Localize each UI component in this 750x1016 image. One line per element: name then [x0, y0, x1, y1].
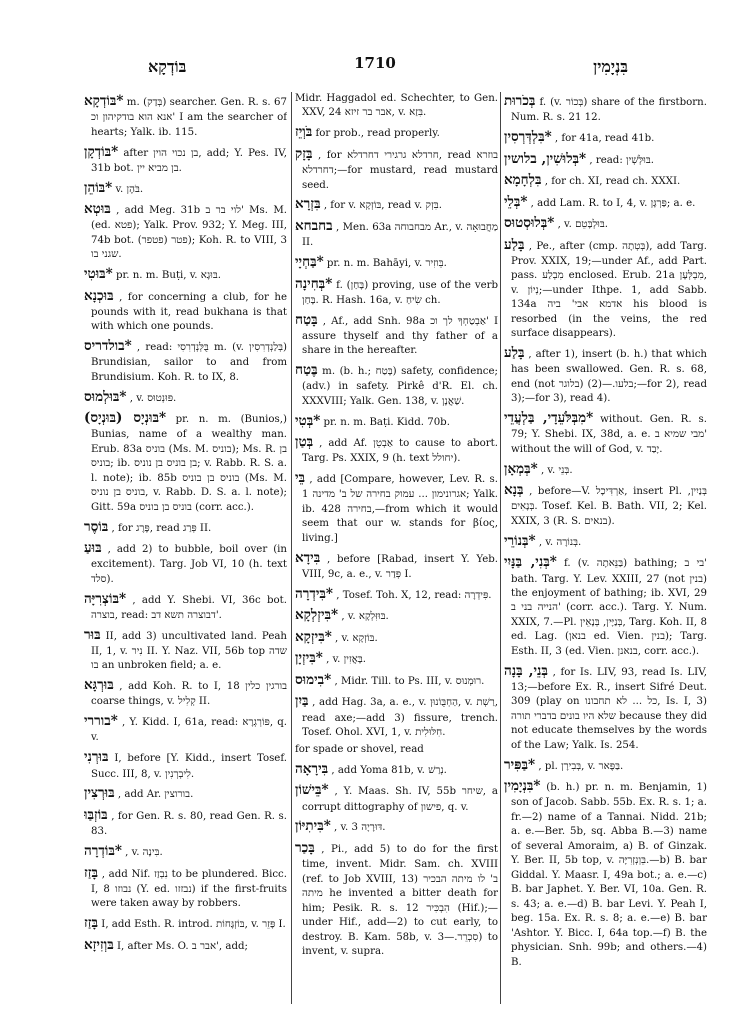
- entry-text: for prob., read properly.: [315, 128, 440, 140]
- entry-headword: *בְּנִי, בַּנָּיִי: [504, 554, 557, 571]
- column-divider-1: [291, 92, 292, 1004]
- entry-headword: בּוּרְגָּא: [84, 677, 114, 694]
- dictionary-entry: [504, 460, 707, 479]
- dictionary-entry: [504, 777, 707, 970]
- dictionary-entry: [295, 311, 498, 359]
- dictionary-entry: [84, 864, 287, 912]
- entry-text: v. בֹּהֶן.: [115, 183, 144, 195]
- column-right: [504, 92, 707, 1008]
- entry-headword: *בולדריס: [84, 338, 132, 355]
- entry-headword: בָּלַע: [504, 236, 525, 253]
- dictionary-entry: [84, 590, 287, 624]
- dictionary-entry: [84, 626, 287, 674]
- dictionary-entry: [295, 692, 498, 740]
- dictionary-entry: [295, 671, 498, 690]
- entry-text: , add Lam. R. to I, 4, v. פַּרְגָּן; a. e.: [530, 197, 696, 209]
- dictionary-entry: [295, 275, 498, 309]
- dictionary-entry: [84, 936, 287, 955]
- dictionary-entry: [504, 344, 707, 407]
- entry-text: , add 2) to bubble, boil over (in excitement). Targ. Job VI, 10 (h. text סלד).: [91, 544, 287, 585]
- entry-text: , Pi., add 5) to do for the first time, invent. Midr. Sam. ch. XVIII (ref. to Job XVIII, 13) ב' לו מיתה הבכיר מיתה he invented a bitter death for him; Pesik. R. s. 12 הִבְכִּיר (Hif.);—under Hif., add—2) to cut early, to destroy. B. Kam. 58b, v. סִכְרֵר.—3) to invent, v. supra.: [302, 843, 498, 958]
- entry-text: Midr. Haggadol ed. Schechter, to Gen. XXV, 24 אבר בר זיזא, v. בִּזַא.: [295, 93, 498, 119]
- entry-text: , after 1), insert (b. h.) that which has been swallowed. Gen. R. s. 68, end (not בלוגר) בלעו.—(2);—for 2), read 3);—for 3), read 4).: [511, 349, 707, 405]
- dictionary-entry: [504, 128, 707, 147]
- entry-headword: בֶּטַח: [295, 362, 318, 379]
- entry-headword: *בּוּלְמוּס: [84, 388, 127, 405]
- dictionary-entry: [84, 337, 287, 385]
- entry-headword: *בוררי: [84, 713, 118, 730]
- entry-headword: בְּנֵי, בָּנָה: [504, 662, 548, 679]
- entry-headword: בּוּכְנָא: [84, 287, 114, 304]
- entry-headword: *בִּנְיָמִין: [504, 778, 541, 795]
- entry-text: , add Af. אַבְטֵן to cause to abort. Targ. Ps. XXIX, 9 (h. text יחולל).: [302, 438, 498, 465]
- entry-headword: בְּטַן: [295, 434, 314, 451]
- entry-text: , v. בּוּלְבָּטֵם.: [557, 219, 609, 231]
- entry-headword: בּוֹסֶר: [84, 518, 109, 535]
- entry-text: I, before [Y. Kidd., insert Tosef. Succ. III, 8, v. לִיבְרְנִין.: [91, 753, 287, 780]
- dictionary-entry: [84, 806, 287, 840]
- entry-text: , add Y. Shebi. VI, 36c bot. בוצרה, read: דבוצרה תשא דב'.: [91, 594, 287, 621]
- entry-headword: בְּנָא: [504, 482, 524, 499]
- entry-text: , v. בְּנוֹרָה.: [538, 536, 582, 548]
- entry-text: , add Meg. 31b לוי בר ב' Ms. M. (ed. פטא); Yalk. Prov. 932; Y. Meg. III, 74b bot. (פטפר) פטר); Koh. R. to VIII, 3 שגני בו.: [91, 205, 287, 261]
- entry-text: , Y. Maas. Sh. IV, 55b שיחר, a corrupt dittography of פישון, q. v.: [302, 786, 498, 813]
- entry-text: , pl. בְּבִירָן, v. בַּפֶּאר.: [538, 760, 624, 772]
- entry-headword: בַּיִן: [295, 693, 309, 710]
- entry-text: for spade or shovel, read: [295, 743, 424, 755]
- dictionary-entry: [295, 412, 498, 431]
- dictionary-entry: [504, 193, 707, 212]
- entry-text: , before—V. אַרְדִּיכָל, insert Pl. בְּנַיִין, בְּנָאִים. Tosef. Kel. B. Bath. VII, 2; Kel. XXIX, 3 (R. S. בנאים).: [511, 486, 707, 527]
- entry-headword: *בִּלְדְּרְסִין: [504, 129, 552, 146]
- dictionary-entry: [504, 171, 707, 190]
- dictionary-entry: [295, 92, 498, 121]
- entry-text: , Y. Kidd. I, 61a, read: פּוֹרְגְרָא, q. v.: [91, 717, 287, 744]
- dictionary-entry: [84, 712, 287, 746]
- dictionary-entry: [504, 756, 707, 775]
- dictionary-entry: [295, 628, 498, 647]
- entry-text: f. (v. בְּכוֹר) share of the firstborn. Num. R. s. 21 12.: [511, 97, 707, 124]
- entry-text: , v. דּוּרָיָה 3.: [334, 822, 386, 834]
- entry-headword: *בְּלוּשִׁין, בלושין: [504, 150, 587, 167]
- entry-headword: *בְּטִי: [295, 412, 321, 429]
- entry-headword: *בּוֹדְרָה: [84, 842, 122, 859]
- entry-headword: בָּלַע: [504, 345, 525, 362]
- entry-headword: בָּזַז: [84, 864, 99, 881]
- dictionary-entry: [295, 649, 498, 668]
- header-catchword-left: בּוֹדְקָא: [148, 57, 187, 76]
- dictionary-entry: [295, 760, 498, 779]
- dictionary-entry: [84, 265, 287, 284]
- entry-headword: בֹּוְיֵז: [295, 124, 313, 141]
- entry-text: I, after Ms. O. אבר ב', add;: [116, 940, 248, 952]
- entry-text: f. (v. בַּנֵּאתָה) bathing; בי ב' bath. Targ. Y. Lev. XXIII, 27 (not בנין) the enjoyment of bathing; ib. XVI, 29 הנייה בני ב' (corr. acc.). Targ. Y. Num. XXIX, 7.—Pl. בְּנַיָּין, בְּנָאֵין, Targ. Koh. II, 8 ed. Lag. (בנאן ed. Vien. בנין); Targ. Esth. II, 3 (ed. Vien. בנאנן, corr. acc.).: [511, 558, 707, 657]
- dictionary-entry: [504, 553, 707, 659]
- dictionary-entry: [295, 606, 498, 625]
- entry-text: , before [Rabad, insert Y. Yeb. VIII, 9c, a. e., v. פְּדַר I.: [302, 553, 498, 580]
- entry-text: , for פֶּרֶג, read פְּרַג II.: [111, 522, 212, 534]
- entry-text: , v. בְּנֵי.: [540, 464, 573, 476]
- entry-text: I, add Esth. R. introd. בּוֹזְגָּחוֹת, v. פָּזֵר I.: [101, 919, 286, 931]
- entry-headword: *בּוּטִי: [84, 266, 113, 283]
- entry-text: , for ch. XI, read ch. XXXI.: [544, 176, 681, 188]
- dictionary-entry: [84, 842, 287, 861]
- entry-text: , for concerning a club, for he pounds with it, read bukhana is that with which one pounds.: [91, 291, 287, 333]
- dictionary-entry: [84, 409, 287, 515]
- entry-headword: *בְּלוּסְטוּס: [504, 215, 555, 232]
- dictionary-entry: [295, 433, 498, 467]
- entry-text: , Pe., after (cmp. בְּטְתָה), add Targ. Prov. XXIX, 19;—under Af., add Part. pass. מִבְלַע enclosed. Erub. 21a מִבְלְּעָן, v. נְיוֹן;—under Ithpe. 1, add Sabb. 134a אדמא אבי' ביה his blood is resorbed (in the veins, the red surface disappears).: [511, 240, 707, 340]
- entry-text: , for 41a, read 41b.: [554, 133, 655, 145]
- entry-text: m. (b. h.; בָּטַח) safety, confidence; (adv.) in safety. Pirkê d'R. El. ch. XXXVIII; Yalk. Gen. 138, v. שַׁאֲנָן.: [302, 366, 498, 407]
- entry-text: pr. n. m. (Bunios,) Bunias, name of a wealthy man. Erub. 83a בוניס (Ms. M. בוניס); Ms. R. בן בוניס; ib. בן בוניס בן נוניס; v. Rabb. R. S. a. l. note); ib. 85b בוניס בן בוניס (Ms. M. בוניס בן נוניס, v. Rabb. D. S. a. l. note); Gitt. 59a בוניס בן בוניס (corr. acc.).: [91, 414, 287, 513]
- dictionary-entry: [84, 784, 287, 803]
- dictionary-entry: [295, 361, 498, 409]
- dictionary-entry: [295, 585, 498, 604]
- entry-headword: *בּוֹהֵן: [84, 179, 113, 196]
- entry-headword: בּוּרְצִין: [84, 785, 115, 802]
- dictionary-entry: [295, 217, 498, 251]
- dictionary-entry: [504, 662, 707, 754]
- dictionary-entry: [84, 748, 287, 782]
- column-divider-2: [500, 92, 501, 1004]
- entry-text: , v. בָּאֲזִין.: [326, 654, 366, 666]
- entry-text: , add Hag. 3a, a. e., v. הַחְבֻּוֹנוּן, v. רַשְׁת, read axe;—add 3) fissure, trench. Tosef. Ohol. XVI, 1, v. חִלּוּלִית.: [302, 697, 498, 739]
- entry-text: , read: בֻּלְּנְדְרִסִי m. (v. בְּלַנְדְרִסִין) Brundisian, sailor to and from Brundisium. Koh. R. to IX, 8.: [91, 342, 287, 383]
- header-catchword-right: בִּנְיָמִין: [593, 57, 628, 76]
- entry-text: without. Gen. R. s. 79; Y. Shebi. IX, 38d, a. e. מבי שמיא ב' without the will of God, v. יָבַד.: [511, 414, 707, 455]
- entry-text: , add Yoma 81b, v. נְרַשׁ.: [331, 764, 447, 776]
- dictionary-entry: [295, 549, 498, 583]
- page-number: 1710: [354, 54, 396, 72]
- entry-text: after בן נכוי הוין, add; Y. Pes. IV, 31b bot. בן מביא יין.: [91, 147, 287, 174]
- entry-headword: *בִּידְרָה: [295, 585, 333, 602]
- entry-headword: בּוְזִיזָא: [84, 936, 114, 953]
- entry-text: , read: בּוּלְּשְׁין.: [589, 154, 655, 166]
- dictionary-entry: [295, 839, 498, 960]
- entry-text: , Midr. Till. to Ps. III, v. רוּמְנוּס.: [334, 675, 485, 687]
- dictionary-entry: [504, 236, 707, 342]
- entry-text: , add Ar. בורוצין.: [117, 789, 194, 801]
- entry-headword: בּוּר: [84, 626, 101, 643]
- entry-text: pr. n. m. Baṭi. Kidd. 70b.: [323, 416, 450, 428]
- entry-text: , v. פּוּנְטוּס.: [129, 392, 177, 404]
- entry-text: , v. בִּינָה.: [125, 846, 163, 858]
- dictionary-entry: [295, 781, 498, 815]
- entry-headword: *בִּיזְיָן: [295, 650, 323, 667]
- dictionary-entry: [295, 145, 498, 193]
- dictionary-entry: [504, 214, 707, 233]
- entry-headword: *בִּיזְקָא: [295, 628, 332, 645]
- dictionary-entry: [84, 539, 287, 587]
- entry-headword: *בּוֹדְקָן: [84, 143, 119, 160]
- entry-headword: *בִּיתִיּוֹן: [295, 818, 331, 835]
- dictionary-entry: [84, 287, 287, 335]
- entry-text: , Af., add Snh. 98a אַבְטַחְךָ לך וכ' I assure thyself and thy father of a share in the hereafter.: [302, 315, 498, 357]
- dictionary-entry: [84, 388, 287, 407]
- dictionary-entry: [84, 518, 287, 537]
- entry-headword: בִּזְרָא: [295, 196, 321, 213]
- entry-text: pr. n. m. Buṭi, v. בּוּגָא.: [115, 270, 222, 282]
- dictionary-entry: [295, 123, 498, 142]
- dictionary-entry: [295, 195, 498, 214]
- entry-headword: בִּלְחָמָא: [504, 172, 542, 189]
- entry-headword: *בֵּישׁוֹן: [295, 782, 329, 799]
- dictionary-entry: [84, 92, 287, 140]
- entry-headword: בּוֹזְבַּוּ: [84, 806, 108, 823]
- entry-text: , add [Compare, however, Lev. R. s. 1 אגרונימון ... עמוק בחירה של ב' מדינה; Yalk. ib. 428 בחירה,—from which it would seem that our w. stands for βίος, living.]: [302, 474, 498, 544]
- entry-headword: *בְּחִינָה: [295, 275, 333, 292]
- entry-headword: *בּוּנְיָס (בּוּנְיָס): [84, 410, 167, 427]
- dictionary-entry: [84, 200, 287, 263]
- column-left: [84, 92, 287, 1008]
- entry-headword: בּוּרְנִי: [84, 749, 109, 766]
- entry-text: , for Is. LIV, 93, read Is. LIV, 13;—before Ex. R., insert Sifré Deut. 309 (play on כל ... לא תחבונו, Is. I, 3) שלא היו בונים בדברי תורה because they did not educate themselves by the words of the Law; Yalk. Is. 254.: [511, 666, 707, 751]
- entry-text: , v. בּוֹזְקָא.: [335, 632, 378, 644]
- dictionary-entry: [84, 179, 287, 198]
- entry-headword: *בַּחְיָי: [295, 254, 324, 270]
- entry-headword: בְּכֹרוּת: [504, 93, 536, 109]
- page-header: [0, 38, 750, 78]
- dictionary-entry: [84, 676, 287, 710]
- dictionary-entry: [504, 481, 707, 529]
- entry-text: , Men. 63a מבחבוחה Ar., v. מַחֲבוּאָה II.: [302, 221, 498, 249]
- entry-headword: בּוּטְא: [84, 201, 111, 218]
- dictionary-entry: [504, 150, 707, 169]
- entry-headword: בִּירָאָה: [295, 760, 329, 777]
- entry-headword: בּוּעַ: [84, 540, 102, 557]
- entry-headword: *בְּלֵי: [504, 193, 528, 210]
- entry-headword: בחבחא: [295, 217, 333, 234]
- entry-text: , add Nif. נִבְזַז to be plundered. Bicc. I, 8 נבוזו (Y. ed. נבזזו) if the first-fruits were taken away by robbers.: [91, 868, 287, 910]
- entry-headword: בָּכַר: [295, 839, 315, 856]
- dictionary-entry: [504, 409, 707, 457]
- entry-headword: *מִבְּלֹּעֵדָי, בַּלְעֲדֵי: [504, 410, 594, 427]
- dictionary-entry: [84, 914, 287, 933]
- dictionary-entry: [504, 532, 707, 551]
- entry-headword: *בִימוּס: [295, 671, 332, 688]
- entry-headword: בָּטַח: [295, 311, 318, 328]
- entry-headword: בֵּי: [295, 470, 306, 487]
- dictionary-entry: [295, 469, 498, 546]
- entry-headword: בָּזַז: [84, 915, 99, 932]
- entry-headword: בִּידָא: [295, 549, 321, 566]
- entry-text: pr. n. m. Bahāyi, v. בֵּוזִיר.: [326, 258, 447, 269]
- entry-text: II, add 3) uncultivated land. Peah II, 1, v. נִיר II. Y. Naz. VII, 56b top שדה בו an unbroken field; a. e.: [91, 630, 287, 672]
- entry-text: , for חרדלא גרגירי דחרדלא, read בוזרא דחרדלא;—for mustard, read mustard seed.: [302, 149, 498, 191]
- entry-text: , add Koh. R. to I, 18 בורגין כלין coarse things, v. קְלִיל II.: [91, 681, 287, 708]
- entry-headword: *בּוֹצְרִיָּה: [84, 590, 127, 607]
- dictionary-entry: [84, 143, 287, 177]
- entry-text: , for v. בּוֹזְקָא, read v. בִּזְק.: [323, 200, 442, 212]
- entry-headword: *בְּנוֹרֵי: [504, 532, 536, 549]
- entry-headword: בָּזָק: [295, 145, 313, 162]
- entry-text: (b. h.) pr. n. m. Benjamin, 1) son of Jacob. Sabb. 55b. Ex. R. s. 1; a. fr.—2) name of a Tannai. Nidd. 21b; a. e.—Ber. 5b, sq. Abba B.—3) name of several Amoraim, a) B. of Ginzak. Y. Ber. II, 5b top, v. בֵּוְנְזְרִיָּה.—b) B. bar Giddal. Y. Maasr. I, 49a bot.; a. e.—c) B. bar Japhet. Y. Ber. VI, 10a. Gen. R. s. 43; a. e.—d) B. bar Levi. Y. Peah I, beg. 15a. Ex. R. s. 8; a. e.—e) B. bar 'Ashtor. Y. Bicc. I, 64a top.—f) B. the physician. Snh. 99b; and others.—4) B.: [511, 782, 707, 968]
- entry-headword: *בַּפִּיר: [504, 756, 536, 773]
- entry-headword: *בִּיזְלְקָא: [295, 607, 339, 624]
- dictionary-entry: [295, 743, 498, 757]
- entry-headword: *בְּמְאָן: [504, 460, 538, 477]
- entry-text: , for Gen. R. s. 80, read Gen. R. s. 83.: [91, 810, 287, 838]
- entry-text: m. (בְּדַק) searcher. Gen. R. s. 67 אנא הוא בודקיהון וכ' I am the searcher of hearts; Yalk. ib. 115.: [91, 97, 287, 138]
- dictionary-entry: [295, 253, 498, 272]
- entry-text: f. (בָּחַן) proving, use of the verb בָּחַן. R. Hash. 16a, v. שִׂיחַ ch.: [302, 279, 498, 306]
- dictionary-entry: [295, 817, 498, 836]
- entry-headword: *בּוֹדְקָא: [84, 93, 124, 109]
- entry-text: , v. בּוּזִּלְקָא.: [341, 611, 389, 623]
- dictionary-entry: [504, 92, 707, 126]
- entry-text: , Tosef. Toh. X, 12, read: פִּידְרָה.: [336, 589, 492, 601]
- column-middle: [295, 92, 498, 1008]
